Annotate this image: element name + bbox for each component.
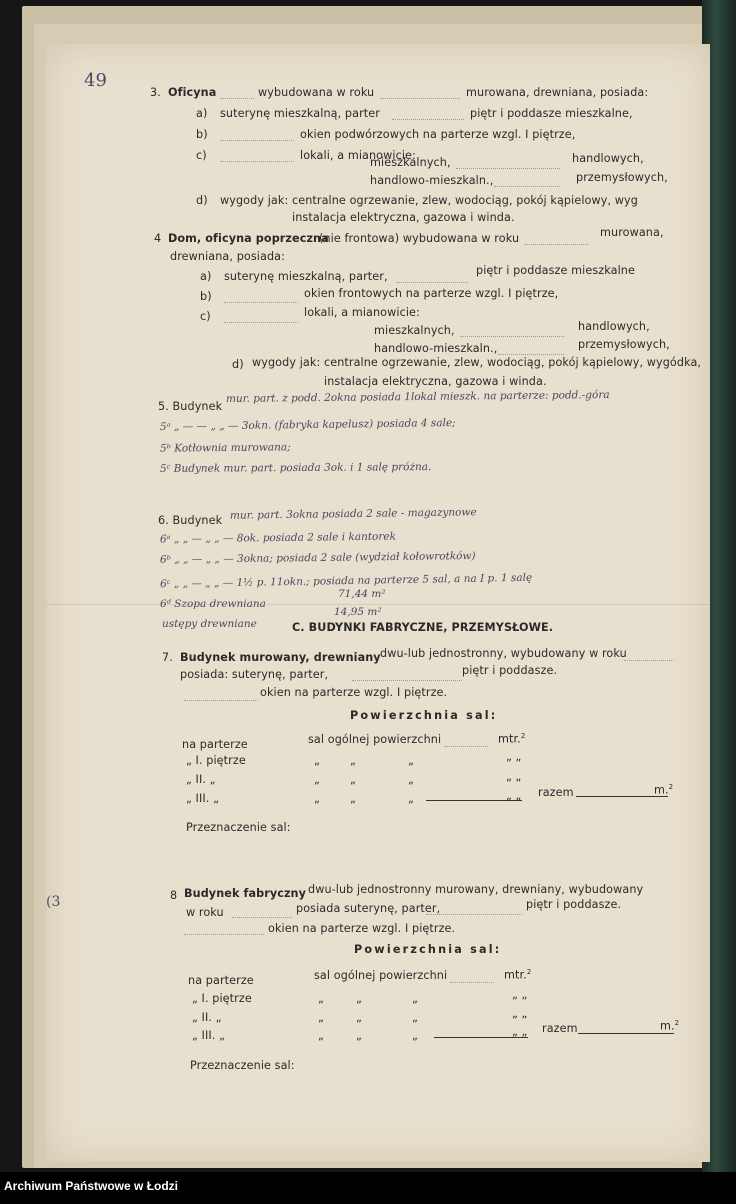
- s4-c-text: lokali, a mianowicie:: [304, 306, 420, 319]
- s7-q: „: [314, 792, 320, 805]
- s3-t1: wybudowana w roku: [258, 86, 375, 99]
- s7-razem: razem: [538, 786, 574, 799]
- blank-line: [624, 660, 674, 661]
- s8-row1: „ I. piętrze: [192, 992, 252, 1005]
- s4-t3: drewniana, posiada:: [170, 250, 285, 263]
- section-c-heading: C. BUDYNKI FABRYCZNE, PRZEMYSŁOWE.: [292, 621, 554, 634]
- s8-na-parterze: na parterze: [188, 974, 254, 987]
- s8-q: „: [356, 992, 362, 1005]
- blank-line: [380, 98, 460, 99]
- s8-row3: „ III. „: [192, 1029, 225, 1042]
- s4-d-label: d): [232, 358, 244, 371]
- s4-handlowych: handlowych,: [578, 320, 650, 333]
- archive-label: Archiwum Państwowe w Łodzi: [4, 1179, 179, 1193]
- s7-q: „: [350, 792, 356, 805]
- s8-qq: „ „: [512, 988, 528, 1001]
- s3-przemyslowych: przemysłowych,: [576, 171, 668, 184]
- s7-q: „: [350, 773, 356, 786]
- s8-sal-ogolnej: sal ogólnej powierzchni: [314, 969, 448, 982]
- s6-line-3: 6ᶜ „ „ — „ „ — 1½ p. 11okn.; posiada na parterze 5 sal, a na I p. 1 salę: [159, 571, 533, 591]
- s6-area1: 71,44 m²: [338, 588, 386, 600]
- s4-handlowo: handlowo-mieszkaln.,: [374, 342, 498, 355]
- s7-okien: okien na parterze wzgl. I piętrze.: [260, 686, 448, 699]
- s8-num: 8: [170, 889, 178, 902]
- blank-line: [396, 282, 468, 283]
- s7-num: 7.: [162, 651, 173, 664]
- total-line: [578, 1033, 674, 1034]
- page-number: 49: [84, 70, 107, 91]
- s6-line-2: 6ᵇ „ „ — „ „ — 3okna; posiada 2 sale (wydział kołowrotków): [159, 550, 476, 566]
- s3-handlowo: handlowo-mieszkaln.,: [370, 174, 494, 187]
- s4-num: 4: [154, 232, 162, 245]
- s7-q: „: [350, 754, 356, 767]
- s3-c-text: lokali, a mianowicie:: [300, 149, 416, 162]
- s8-q: „: [318, 992, 324, 1005]
- s3-c-label: c): [196, 149, 207, 162]
- s7-q: „: [408, 792, 414, 805]
- s4-a-text: suterynę mieszkalną, parter,: [224, 270, 388, 283]
- s3-handlowych: handlowych,: [572, 152, 644, 165]
- s7-row2: „ II. „: [186, 773, 216, 786]
- archive-footer: [0, 1172, 736, 1204]
- s5-line-0: mur. part. z podd. 2okna posiada 1lokal mieszk. na parterze: podd.-góra: [225, 388, 610, 406]
- s7-qq: „ „: [506, 750, 522, 763]
- s8-m2: m.$^2$: [660, 1019, 680, 1033]
- s8-row2: „ II. „: [192, 1011, 222, 1024]
- s7-q: „: [408, 754, 414, 767]
- s7-q: „: [408, 773, 414, 786]
- s8-pietr: piętr i poddasze.: [526, 898, 622, 911]
- blank-line: [450, 982, 494, 983]
- s7-posiada: posiada: suterynę, parter,: [180, 668, 329, 681]
- s4-a-text2: piętr i poddasze mieszkalne: [476, 264, 635, 277]
- s8-title: Budynek fabryczny: [184, 887, 307, 900]
- blank-line: [184, 934, 264, 935]
- s4-b-label: b): [200, 290, 212, 303]
- s7-row1: „ I. piętrze: [186, 754, 246, 767]
- blank-line: [524, 244, 588, 245]
- blank-line: [220, 161, 294, 162]
- blank-line: [184, 700, 258, 701]
- blank-line: [444, 746, 488, 747]
- s3-b-label: b): [196, 128, 208, 141]
- s7-title: Budynek murowany, drewniany: [180, 651, 381, 664]
- s3-d-text: wygody jak: centralne ogrzewanie, zlew, wodociąg, pokój kąpielowy, wyg: [220, 194, 638, 207]
- s4-t1: (nie frontowa) wybudowana w roku: [319, 232, 520, 245]
- s8-razem: razem: [542, 1022, 578, 1035]
- blank-line: [498, 354, 564, 355]
- s7-qq: „ „: [506, 770, 522, 783]
- s7-qq: „ „: [506, 789, 522, 802]
- blank-line: [426, 914, 522, 915]
- s7-na-parterze: na parterze: [182, 738, 248, 751]
- s8-q: „: [318, 1011, 324, 1024]
- s8-q: „: [412, 1029, 418, 1042]
- s3-d-label: d): [196, 194, 208, 207]
- s8-q: „: [356, 1011, 362, 1024]
- s7-m2-text: m.: [654, 783, 669, 797]
- blank-line: [220, 140, 294, 141]
- s8-mtr: mtr.$^2$: [504, 968, 532, 982]
- s8-qq: „ „: [512, 1025, 528, 1038]
- s4-d-text2: instalacja elektryczna, gazowa i winda.: [324, 375, 547, 388]
- s5-line-3: 5ᶜ Budynek mur. part. posiada 3ok. i 1 salę próżna.: [159, 461, 432, 475]
- s6-line-5: ustępy drewniane: [162, 618, 257, 630]
- s8-q: „: [412, 1011, 418, 1024]
- s4-mieszkalnych: mieszkalnych,: [374, 324, 455, 337]
- s4-d-text: wygody jak: centralne ogrzewanie, zlew, wodociąg, pokój kąpielowy, wygódka,: [252, 356, 702, 369]
- s5-line-2: 5ᵇ Kotłownia murowana;: [159, 441, 291, 455]
- blank-line: [460, 336, 564, 337]
- s7-row3: „ III. „: [186, 792, 219, 805]
- s6-area2: 14,95 m²: [334, 606, 382, 618]
- s3-d-text2: instalacja elektryczna, gazowa i winda.: [292, 211, 515, 224]
- s8-m2-text: m.: [660, 1019, 675, 1033]
- s4-a-label: a): [200, 270, 212, 283]
- blank-line: [494, 186, 560, 187]
- s6-line-0: mur. part. 3okna posiada 2 sale - magazynowe: [229, 506, 477, 522]
- s8-przeznaczenie: Przeznaczenie sal:: [190, 1059, 295, 1072]
- s3-num: 3.: [150, 86, 161, 99]
- s8-q: „: [356, 1029, 362, 1042]
- s7-pow-title: Powierzchnia sal:: [350, 709, 498, 722]
- s7-t1: dwu-lub jednostronny, wybudowany w roku: [380, 647, 627, 660]
- s8-mtr-text: mtr.: [504, 968, 527, 982]
- s8-q: „: [318, 1029, 324, 1042]
- s3-a-text2: piętr i poddasze mieszkalne,: [470, 107, 633, 120]
- s3-a-text: suterynę mieszkalną, parter: [220, 107, 380, 120]
- s3-a-label: a): [196, 107, 208, 120]
- s8-posiada: posiada suterynę, parter,: [296, 902, 441, 915]
- s7-pietr: piętr i poddasze.: [462, 664, 558, 677]
- s4-przemyslowych: przemysłowych,: [578, 338, 670, 351]
- s8-pow-title: Powierzchnia sal:: [354, 943, 502, 956]
- s5-line-1: 5ᵃ „ — — „ „ — 3okn. (fabryka kapelusz) posiada 4 sale;: [159, 416, 456, 434]
- s7-m2: m.$^2$: [654, 783, 674, 797]
- side-mark: (3: [46, 894, 61, 910]
- blank-line: [352, 680, 462, 681]
- s8-okien: okien na parterze wzgl. I piętrze.: [268, 922, 456, 935]
- s7-q: „: [314, 773, 320, 786]
- s5-label: 5. Budynek: [158, 400, 223, 413]
- s6-line-1: 6ᵃ „ „ — „ „ — 8ok. posiada 2 sale i kantorek: [159, 530, 397, 546]
- blank-line: [392, 119, 464, 120]
- s8-w-roku: w roku: [186, 906, 224, 919]
- s8-qq: „ „: [512, 1007, 528, 1020]
- s4-b-text: okien frontowych na parterze wzgl. I piętrze,: [304, 287, 559, 300]
- s8-q: „: [412, 992, 418, 1005]
- blank-line: [220, 98, 254, 99]
- s3-b-text: okien podwórzowych na parterze wzgl. I piętrze,: [300, 128, 576, 141]
- s7-mtr: mtr.$^2$: [498, 732, 526, 746]
- blank-line: [232, 917, 292, 918]
- s7-mtr-text: mtr.: [498, 732, 521, 746]
- blank-line: [456, 168, 560, 169]
- s4-t2: murowana,: [600, 226, 664, 239]
- s6-line-4: 6ᵈ Szopa drewniana: [160, 598, 266, 610]
- form-page: [46, 44, 710, 1162]
- s3-t2: murowana, drewniana, posiada:: [466, 86, 649, 99]
- s3-title: Oficyna: [168, 86, 217, 99]
- s4-c-label: c): [200, 310, 211, 323]
- s8-t1: dwu-lub jednostronny murowany, drewniany, wybudowany: [308, 883, 644, 896]
- s4-title: Dom, oficyna poprzeczna: [168, 232, 329, 245]
- blank-line: [224, 322, 298, 323]
- s3-mieszkalnych: mieszkalnych,: [370, 156, 451, 169]
- blank-line: [224, 302, 298, 303]
- s7-q: „: [314, 754, 320, 767]
- s7-przeznaczenie: Przeznaczenie sal:: [186, 821, 291, 834]
- s6-label: 6. Budynek: [158, 514, 223, 527]
- paper-crease: [46, 604, 710, 605]
- s7-sal-ogolnej: sal ogólnej powierzchni: [308, 733, 442, 746]
